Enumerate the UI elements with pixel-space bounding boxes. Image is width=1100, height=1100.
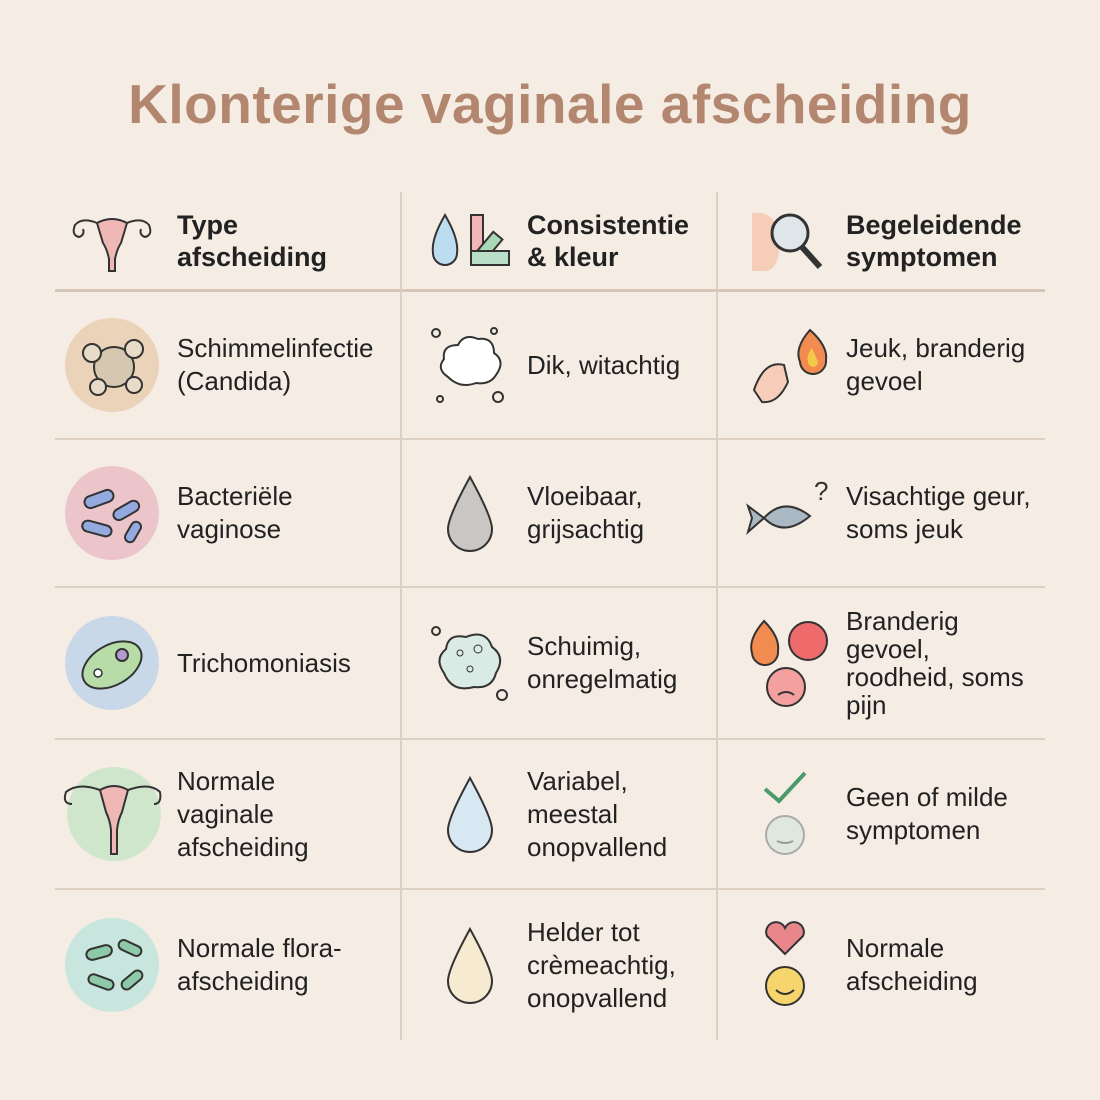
trichomonas-icon (57, 615, 167, 711)
table-row-consistency (400, 440, 716, 588)
symptoms: Normale afscheiding (846, 933, 978, 996)
table-row-type (55, 890, 400, 1040)
consistency-color: Vloeibaar, grijsachtig (527, 481, 645, 544)
table-row-symptoms (716, 588, 1045, 740)
check-neutral-face-icon (736, 769, 841, 859)
consistency-color: Helder tot crèmeachtig, onopvallend (527, 916, 676, 1013)
normal-flora-icon (57, 917, 167, 1013)
grey-drop-icon (417, 473, 522, 553)
discharge-type: Trichomoniasis (177, 647, 351, 678)
drop-palette-icon (417, 211, 522, 271)
table-row-type (55, 292, 400, 440)
cream-drop-icon (417, 925, 522, 1005)
consistency-color: Variabel, meestal onopvallend (527, 765, 668, 862)
bacteria-icon (57, 465, 167, 561)
uterus-normal-icon (57, 766, 167, 862)
comparison-table (55, 192, 1045, 1040)
table-row-consistency (400, 588, 716, 740)
page-title: Klonterige vaginale afscheiding (128, 73, 972, 135)
candida-yeast-icon (57, 317, 167, 413)
light-blue-drop-icon (417, 774, 522, 854)
symptoms: Branderig gevoel, roodheid, soms pijn (846, 606, 1024, 720)
fire-redness-sad-icon (736, 615, 841, 711)
table-row-type (55, 740, 400, 890)
table-row-type (55, 440, 400, 588)
cloud-clump-icon (417, 325, 522, 405)
discharge-type: Bacteriële vaginose (177, 481, 293, 544)
consistency-color: Schuimig, onregelmatig (527, 631, 678, 694)
header-consistency (400, 192, 716, 292)
table-row-symptoms (716, 440, 1045, 588)
discharge-type: Normale vaginale afscheiding (177, 765, 309, 862)
header-type (55, 192, 400, 292)
table-row-consistency (400, 292, 716, 440)
consistency-color: Dik, witachtig (527, 349, 681, 380)
itch-fire-icon (736, 320, 841, 410)
table-row-consistency (400, 890, 716, 1040)
table-row-symptoms (716, 890, 1045, 1040)
fish-question-icon (736, 478, 841, 548)
table-row-type (55, 588, 400, 740)
svg-text:?: ? (813, 478, 828, 506)
magnifier-icon (736, 209, 841, 273)
table-row-symptoms (716, 740, 1045, 890)
header-label: Begeleidende symptomen (846, 209, 1022, 272)
header-label: Consistentie & kleur (527, 209, 690, 272)
table-row-consistency (400, 740, 716, 890)
foam-icon (417, 623, 522, 703)
uterus-icon (57, 209, 167, 273)
discharge-type: Schimmelinfectie (Candida) (177, 333, 374, 396)
heart-smile-icon (736, 920, 841, 1010)
discharge-type: Normale flora-afscheiding (177, 933, 342, 996)
symptoms: Visachtige geur, soms jeuk (846, 481, 1031, 544)
table-row-symptoms (716, 292, 1045, 440)
symptoms: Jeuk, branderig gevoel (846, 333, 1026, 396)
symptoms: Geen of milde symptomen (846, 782, 1008, 845)
header-label: Type afscheiding (177, 209, 328, 272)
header-symptoms (716, 192, 1045, 292)
